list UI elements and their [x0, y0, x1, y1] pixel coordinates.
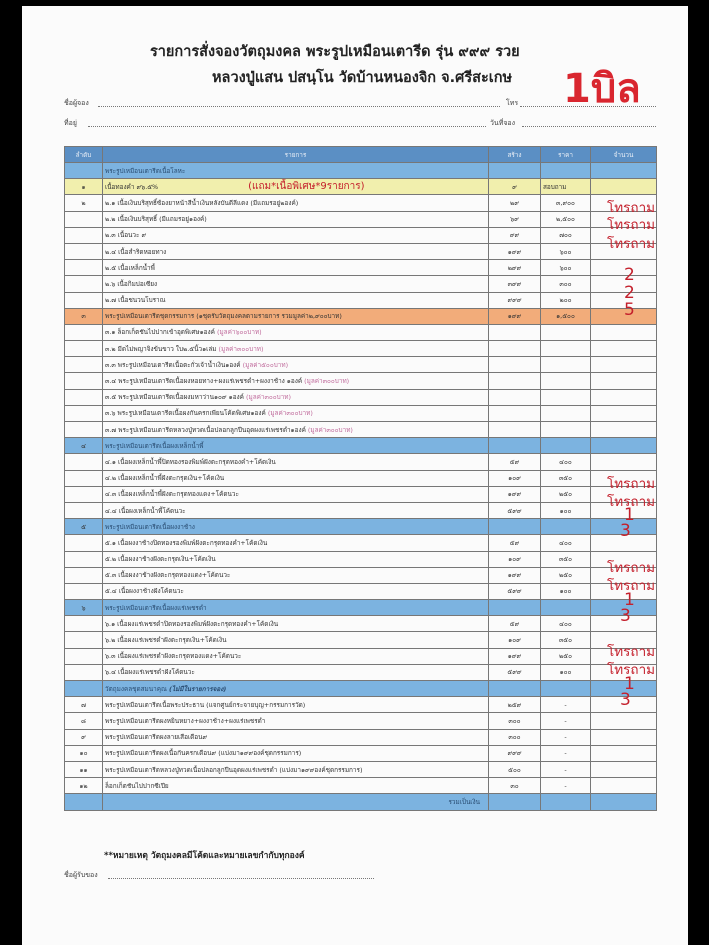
- table-header-row: [65, 147, 657, 163]
- section-row: พระรูปเหมือนเตารีดเนื้อโลหะ: [65, 163, 657, 179]
- table-row: ๓.๓ พระรูปเหมือนเตารีดเนื้อตะกั่วเจ้าน้ำเงิน๑องค์ (มูลค่า๕๐๐บาท): [65, 357, 657, 373]
- total-row: [65, 794, 657, 810]
- total-label: รวมเป็นเงิน: [103, 794, 489, 810]
- handwritten-ask: โทรถาม: [607, 560, 656, 576]
- table-row: ๔.๑ เนื้อผงเหล็กน้ำพี้ปิดทองรองพิมพ์ฝังตะกรุดทองคำ+โค้ดเงิน ๕๙ ๔๐๐: [65, 454, 657, 470]
- form-subtitle: หลวงปู่แสน ปสนฺโน วัดบ้านหนองจิก จ.ศรีสะเกษ: [212, 70, 513, 86]
- table-row: ๑ เนื้อทองคำ ๙๖.๕% (แถม*เนื้อพิเศษ*9รายการ) ๙ สอบถาม: [65, 179, 657, 195]
- table-row: ๒.๓ เนื้อนวะ ๙ ๙๙ ๗๐๐: [65, 227, 657, 243]
- handwritten-ask: โทรถาม: [607, 217, 656, 233]
- handwritten-ask: โทรถาม: [607, 236, 656, 252]
- table-row: ๔.๔ เนื้อผงเหล็กน้ำพี้โค้ดนวะ ๕๙๙ ๑๐๐: [65, 502, 657, 518]
- table-row: ๑๒ ล็อกเก็ตชันไปปากซีเปีย ๓๐ -: [65, 778, 657, 794]
- table-row: ๒ ๒.๑ เนื้อเงินบริสุทธิ์ซ้องยาหน้าสีน้ำเงินหลังบันดีลีแดง (มีแถมรอยู่๒องค์) ๒๙ ๓,๙๐๐: [65, 195, 657, 211]
- table-row: ๓.๕ พระรูปเหมือนเตารีดเนื้อผงมหาว่าน๑๐๙ ๑องค์ (มูลค่า๓๐๐บาท): [65, 389, 657, 405]
- address-field[interactable]: [88, 126, 486, 127]
- date-field-label: วันที่จอง: [490, 119, 516, 127]
- table-row: ๙ พระรูปเหมือนเตารีดผงลายเสือเดือน๙ ๓๐๐ -: [65, 729, 657, 745]
- section-row: ๖ พระรูปเหมือนเตารีดเนื้อผงแร่เพชรดำ: [65, 600, 657, 616]
- header-created: สร้าง: [489, 147, 541, 163]
- header-quantity: จำนวน: [591, 147, 657, 163]
- handwritten-ask: โทรถาม: [607, 200, 656, 216]
- receiver-field[interactable]: [108, 878, 374, 879]
- table-row: ๓.๗ พระรูปเหมือนเตารีดหลวงปู่ทวดเนื้อปลอกลูกปืนอุดผงแร่เพชรดำ๑องค์ (มูลค่า๓๐๐บาท): [65, 422, 657, 438]
- table-row: ๖.๔ เนื้อผงแร่เพชรดำฝังโค้ดนวะ ๕๙๙ ๑๐๐: [65, 664, 657, 680]
- table-row: ๓ พระรูปเหมือนเตารีดชุดกรรมการ (๑ชุดรับวัตถุมงคลตามรายการ รวมมูลค่า๒,๙๐๐บาท) ๑๙๙ ๑,๕๐๐: [65, 308, 657, 324]
- table-row: ๑๐ พระรูปเหมือนเตารีดผงเนื้อกันครกเดือน๙ (แบ่งมา๑๙๙องค์ชุดกรรมการ) ๙๙๙ -: [65, 745, 657, 761]
- name-field[interactable]: [98, 106, 500, 107]
- handwritten-qty: 3: [620, 690, 631, 710]
- receiver-field-label: ชื่อผู้รับของ: [64, 871, 98, 879]
- table-row: ๒.๗ เนื้อชนวนโบราณ ๙๙๙ ๒๐๐: [65, 292, 657, 308]
- quantity-cell[interactable]: [591, 454, 657, 470]
- handwritten-ask: โทรถาม: [607, 662, 656, 678]
- table-row: ๘ พระรูปเหมือนเตารีดผงหยินหยาง+ผงงาช้าง+ผงแร่เพชรดำ ๓๐๐ -: [65, 713, 657, 729]
- handwritten-qty: 2: [624, 265, 635, 285]
- section-row: วัตถุมงคลชุดสมนาคุณ (ไม่มีในรายการจอง): [65, 681, 657, 697]
- table-row: ๔.๓ เนื้อผงเหล็กน้ำพี้ฝังตะกรุดทองแดง+โค้ดนวะ ๑๙๙ ๒๕๐: [65, 486, 657, 502]
- table-row: ๓.๖ พระรูปเหมือนเตารีดเนื้อผงกันครกเพียนโค้ดพิเศษ๑องค์ (มูลค่า๓๐๐บาท): [65, 405, 657, 421]
- handwritten-qty: 1: [624, 590, 635, 610]
- header-item: รายการ: [103, 147, 489, 163]
- quantity-cell[interactable]: [591, 179, 657, 195]
- section-row: ๕ พระรูปเหมือนเตารีดเนื้อผงงาช้าง: [65, 519, 657, 535]
- table-row: ๒.๔ เนื้อสำริดหอยทาง ๑๙๙ ๖๐๐: [65, 243, 657, 259]
- handwritten-qty: 2: [624, 283, 635, 303]
- name-field-label: ชื่อผู้จอง: [64, 99, 89, 107]
- table-row: ๗ พระรูปเหมือนเตารีดเนื้อพระประธาน (แจกศูนย์กระจายบุญ+กรรมการวัด) ๒๕๙ -: [65, 697, 657, 713]
- handwritten-ask: โทรถาม: [607, 494, 656, 510]
- phone-field[interactable]: [520, 106, 656, 107]
- table-row: ๖.๒ เนื้อผงแร่เพชรดำฝังตะกรุดเงิน+โค้ดเงิน ๑๐๙ ๓๕๐: [65, 632, 657, 648]
- phone-field-label: โทร: [506, 99, 519, 107]
- table-row: ๓.๔ พระรูปเหมือนเตารีดเนื้อผงหอยทาง+ผงแร่เพชรดำ+ผงงาช้าง ๑องค์ (มูลค่า๓๐๐บาท): [65, 373, 657, 389]
- table-row: ๒.๒ เนื้อเงินบริสุทธิ์ (มีแถมรอยู่๑องค์) ๖๙ ๒,๕๐๐: [65, 211, 657, 227]
- handwritten-ask: โทรถาม: [607, 578, 656, 594]
- handwritten-qty: 3: [620, 521, 631, 541]
- table-row: ๒.๕ เนื้อเหล็กน้ำพี้ ๒๙๙ ๖๐๐: [65, 260, 657, 276]
- handwritten-qty: 3: [620, 606, 631, 626]
- date-field[interactable]: [522, 126, 656, 127]
- address-field-label: ที่อยู่: [64, 119, 77, 127]
- table-row: ๕.๓ เนื้อผงงาช้างฝังตะกรุดทองแดง+โค้ดนวะ ๑๙๙ ๒๕๐: [65, 567, 657, 583]
- footnote: **หมายเหตุ วัตถุมงคลมีโค้ดและหมายเลขกำกับทุกองค์: [104, 851, 305, 861]
- order-table: [64, 146, 657, 811]
- handwritten-qty: 5: [624, 300, 635, 320]
- handwritten-ask: โทรถาม: [607, 644, 656, 660]
- table-row: ๒.๖ เนื้อกิมบ่อเซียง ๓๙๙ ๓๐๐: [65, 276, 657, 292]
- bill-handwritten-mark: 1บิล: [563, 66, 641, 112]
- table-row: ๖.๓ เนื้อผงแร่เพชรดำฝังตะกรุดทองแดง+โค้ดนวะ ๑๙๙ ๒๕๐: [65, 648, 657, 664]
- form-title: รายการสั่งจองวัตถุมงคล พระรูปเหมือนเตารีด รุ่น ๙๙๙ รวย: [150, 44, 520, 60]
- table-row: ๑๑ พระรูปเหมือนเตารีดหลวงปู่ทวดเนื้อปลอกลูกปืนอุดผงแร่เพชรดำ (แบ่งมา๑๙๙องค์ชุดกรรมการ) ๕๐๐ -: [65, 761, 657, 777]
- table-row: ๓.๑ ล็อกเก็ตชันไปปากเข้าอุดพิเศษ๑องค์ (มูลค่า๖๐๐บาท): [65, 324, 657, 340]
- table-row: ๓.๒ มีดไม่พญาจิงข้นขาว ใบ๒.๕นิ้ว๑เล่ม (มูลค่า๓๐๐บาท): [65, 341, 657, 357]
- handwritten-ask: โทรถาม: [607, 476, 656, 492]
- section-row: ๔ พระรูปเหมือนเตารีดเนื้อผงเหล็กน้ำพี้: [65, 438, 657, 454]
- table-row: ๕.๔ เนื้อผงงาช้างฝังโค้ดนวะ ๕๙๙ ๑๐๐: [65, 583, 657, 599]
- table-row: ๕.๑ เนื้อผงงาช้างปิดทองรองพิมพ์ฝังตะกรุดทองคำ+โค้ดเงิน ๕๙ ๔๐๐: [65, 535, 657, 551]
- table-row: ๖.๑ เนื้อผงแร่เพชรดำปิดทองรองพิมพ์ฝังตะกรุดทองคำ+โค้ดเงิน ๕๙ ๔๐๐: [65, 616, 657, 632]
- handwritten-qty: 1: [624, 674, 635, 694]
- table-row: ๔.๒ เนื้อผงเหล็กน้ำพี้ฝังตะกรุดเงิน+โค้ดเงิน ๑๐๙ ๓๕๐: [65, 470, 657, 486]
- header-no: ลำดับ: [65, 147, 103, 163]
- bonus-note: (แถม*เนื้อพิเศษ*9รายการ): [248, 181, 365, 193]
- total-cell[interactable]: [591, 794, 657, 810]
- handwritten-qty: 1: [624, 505, 635, 525]
- table-row: ๕.๒ เนื้อผงงาช้างฝังตะกรุดเงิน+โค้ดเงิน ๑๐๙ ๓๕๐: [65, 551, 657, 567]
- header-price: ราคา: [541, 147, 591, 163]
